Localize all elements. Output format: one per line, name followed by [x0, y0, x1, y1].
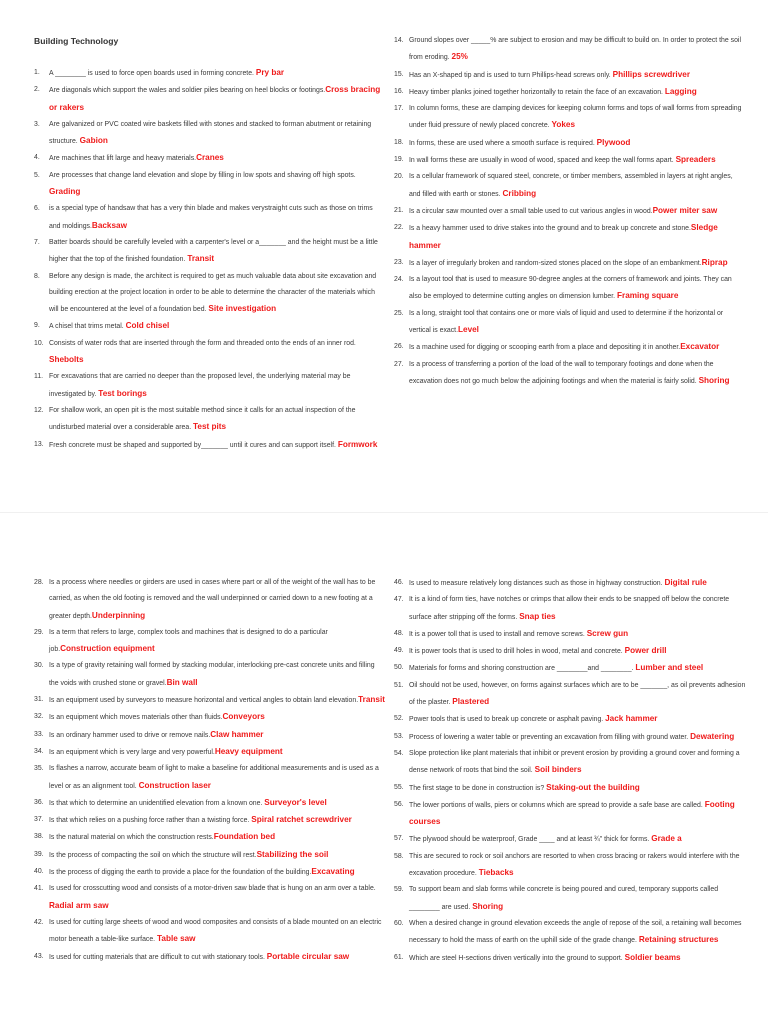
answer-text: Phillips screwdriver [612, 69, 691, 79]
question-item [34, 403, 386, 437]
answer-text: Site investigation [208, 304, 277, 314]
question-number: 22. [394, 224, 404, 232]
answer-text: Cold chisel [125, 321, 170, 331]
question-text: Consists of water rods that are inserted through the form and threaded onto the ends of an inner rod. [49, 339, 356, 347]
question-text: This are secured to rock or soil anchors are resorted to when cross bracing or rakers would interfere with the excavation procedure. [409, 852, 740, 878]
question-item [34, 847, 386, 864]
question-text: Are galvanized or PVC coated wire baskets filled with stones and stacked to forman abutment or retaining structure. [49, 120, 372, 146]
question-number: 20. [394, 173, 404, 181]
question-text: Is that which to determine an unidentified elevation from a known one. [49, 799, 265, 807]
question-text: Is the process of digging the earth to provide a place for the foundation of the building. [49, 869, 312, 877]
question-number: 43. [34, 952, 44, 960]
question-number: 36. [34, 798, 44, 806]
page-divider [0, 512, 768, 513]
question-item [394, 152, 746, 169]
answer-text: Pry bar [255, 68, 285, 77]
question-number: 11. [34, 373, 44, 381]
question-item [394, 916, 746, 950]
question-item [394, 849, 746, 883]
question-text: When a desired change in ground elevation exceeds the angle of repose of the soil, a retaining wall becomes necessary to hold the mass of earth on the uphill side of the grade change. [409, 919, 742, 945]
question-text: Heavy timber planks joined together horizontally to retain the face of an excavation. [409, 88, 665, 96]
question-text: For shallow work, an open pit is the most suitable method since it calls for an actual inspection of the undisturbed material over a considerable area. [49, 406, 356, 432]
question-number: 17. [394, 105, 404, 113]
answer-text: Lagging [664, 86, 697, 96]
question-text: Is a cellular framework of squared steel, concrete, or timber members, assembled in layers at right angles, and filled with earth or stones. [409, 173, 733, 198]
question-number: 25. [394, 309, 404, 317]
question-item [34, 625, 386, 659]
question-text: Is used for crosscutting wood and consists of a motor-driven saw blade that is hung on an arm over a table. [49, 885, 376, 893]
question-item [394, 780, 746, 797]
answer-text: Underpinning [91, 610, 146, 620]
question-item [394, 797, 746, 832]
question-text: Fresh concrete must be shaped and supported by_______ until it cures and can support itself. [49, 441, 338, 449]
question-number: 26. [394, 343, 404, 351]
question-item [394, 831, 746, 848]
answer-text: Claw hammer [210, 729, 264, 739]
question-item [394, 339, 746, 356]
question-text: In column forms, these are clamping devices for keeping column forms and tops of wall forms from spreading under fluid pressure of newly placed concrete. [409, 105, 742, 130]
question-number: 40. [34, 868, 44, 876]
question-item [394, 135, 746, 152]
answer-text: Table saw [157, 934, 196, 944]
question-number: 30. [34, 662, 44, 670]
answer-text: Cross bracing or rakers [49, 85, 381, 112]
question-text: Is a circular saw mounted over a small table used to cut various angles in wood. [409, 207, 653, 215]
question-item [34, 117, 386, 151]
question-item [394, 678, 746, 712]
answer-text: Soil binders [534, 765, 582, 775]
question-text: Before any design is made, the architect is required to get as much valuable data about site excavation and building erection at the project location in order to be able to determine the character of the materials which will be encountered at the level of a foundation bed. [49, 272, 377, 314]
answer-text: Snap ties [519, 611, 556, 621]
question-number: 52. [394, 715, 404, 723]
question-number: 61. [394, 953, 404, 961]
question-text: Is used to measure relatively long distances such as those in highway construction. [409, 580, 665, 587]
question-number: 38. [34, 833, 44, 841]
question-number: 48. [394, 629, 404, 637]
answer-text: Level [458, 325, 479, 335]
question-item [394, 220, 746, 255]
question-text: A ________ is used to force open boards used in forming concrete. [49, 70, 256, 77]
question-item [34, 269, 386, 319]
question-item [34, 812, 386, 829]
question-number: 34. [34, 747, 44, 755]
answer-text: Digital rule [664, 578, 707, 587]
answer-text: Excavator [680, 342, 720, 352]
question-text: Is a process where needles or girders are used in cases where part or all of the weight of the wall has to be carried, as when the old footing is removed and the wall underpinned or carried down to a new footing at a greater depth. [49, 579, 376, 620]
question-item [394, 203, 746, 220]
question-text: Is that which relies on a pushing force rather than a twisting force. [49, 817, 252, 825]
question-text: Oil should not be used, however, on forms against surfaces which are to be _______, as oil prevents adhesion of the plaster. [409, 681, 746, 707]
question-text: Is a term that refers to large, complex tools and machines that is designed to do a particular job. [49, 628, 328, 654]
answer-text: Portable circular saw [266, 951, 350, 961]
answer-text: Riprap [701, 257, 728, 267]
question-number: 5. [34, 171, 40, 179]
answer-text: Conveyors [222, 712, 265, 722]
question-text: Is a long, straight tool that contains one or more vials of liquid and used to determine if the horizontal or vertical is exact. [409, 309, 724, 335]
question-item [394, 592, 746, 626]
answer-text: Backsaw [91, 220, 127, 230]
question-item [394, 575, 746, 592]
question-item [394, 169, 746, 203]
question-text: Is an equipment which is very large and very powerful. [49, 748, 215, 756]
question-number: 31. [34, 696, 44, 704]
question-item [34, 318, 386, 335]
answer-text: Test pits [193, 422, 227, 432]
question-number: 50. [394, 664, 404, 672]
question-number: 21. [394, 206, 404, 214]
question-item [394, 84, 746, 101]
question-text: A chisel that trims metal. [49, 323, 126, 331]
answer-text: Framing square [617, 291, 679, 301]
question-number: 57. [394, 835, 404, 843]
question-number: 9. [34, 322, 40, 330]
answer-text: Lumber and steel [635, 663, 704, 673]
question-number: 4. [34, 154, 40, 162]
question-text: In forms, these are used where a smooth surface is required. [409, 139, 597, 147]
question-text: It is a power toll that is used to install and remove screws. [409, 630, 587, 638]
question-item [394, 357, 746, 391]
question-text: Is the process of compacting the soil on which the structure will rest. [49, 851, 257, 859]
answer-text: Power drill [624, 646, 667, 656]
question-text: Is an equipment used by surveyors to measure horizontal and vertical angles to obtain land elevation. [49, 697, 359, 705]
question-number: 16. [394, 87, 404, 95]
question-number: 59. [394, 886, 404, 894]
question-text: Power tools that is used to break up concrete or asphalt paving. [409, 716, 606, 724]
question-text: Are machines that lift large and heavy materials. [49, 155, 197, 163]
question-text: Is used for cutting large sheets of wood and wood composites and consists of a blade mounted on an electric motor beneath a table-like surface. [49, 918, 382, 944]
question-item [34, 82, 386, 117]
question-item [34, 795, 386, 812]
answer-text: Transit [358, 695, 385, 705]
question-text: It is power tools that is used to drill holes in wood, metal and concrete. [409, 648, 625, 656]
answer-text: Formwork [337, 439, 378, 449]
answer-text: Staking-out the building [546, 782, 640, 792]
question-item [34, 150, 386, 167]
answer-text: Footing courses [409, 799, 735, 827]
question-item [34, 829, 386, 846]
questions-column-1 [34, 65, 386, 454]
answer-text: Surveyor's level [264, 797, 327, 807]
answer-text: Plastered [452, 697, 490, 707]
question-number: 29. [34, 628, 44, 636]
question-item [34, 692, 386, 709]
question-number: 1. [34, 69, 40, 76]
question-text: It is a kind of form ties, have notches or crimps that allow their ends to be snapped off below the concrete surface after stripping off the forms. [409, 596, 730, 621]
answer-text: Shebolts [49, 355, 84, 365]
question-text: Is flashes a narrow, accurate beam of light to make a baseline for additional measurements and is used as a level or as an alignment tool. [49, 765, 379, 790]
question-number: 19. [394, 156, 404, 164]
question-item [394, 626, 746, 643]
question-text: For excavations that are carried no deeper than the proposed level, the underlying material may be investigated by. [49, 373, 351, 398]
questions-column-2 [394, 33, 746, 390]
question-number: 15. [394, 70, 404, 78]
answer-text: Soldier beams [624, 952, 681, 962]
question-item [394, 660, 746, 677]
question-number: 14. [394, 37, 404, 44]
answer-text: Spiral ratchet screwdriver [251, 815, 352, 825]
question-text: Is the natural material on which the construction rests. [49, 834, 214, 842]
question-number: 56. [394, 800, 404, 808]
answer-text: Plywood [596, 137, 631, 147]
question-item [34, 369, 386, 403]
question-text: Is an ordinary hammer used to drive or remove nails. [49, 731, 211, 739]
question-text: Slope protection like plant materials that inhibit or prevent erosion by providing a ground cover and forming a dense network of roots that bind the soil. [409, 749, 740, 775]
question-text: Are diagonals which support the wales and soldier piles bearing on heel blocks or footings. [49, 87, 326, 95]
question-number: 51. [394, 681, 404, 689]
question-number: 58. [394, 852, 404, 860]
question-text: Is a machine used for digging or scooping earth from a place and depositing it in another. [409, 344, 681, 352]
answer-text: Excavating [311, 867, 355, 877]
answer-text: Grade a [651, 834, 682, 844]
answer-text: Retaining structures [638, 935, 719, 945]
answer-text: 25% [451, 52, 468, 62]
question-number: 8. [34, 272, 40, 280]
question-item [394, 711, 746, 728]
answer-text: Tiebacks [478, 868, 514, 878]
question-item [34, 761, 386, 795]
question-item [34, 709, 386, 726]
answer-text: Heavy equipment [214, 746, 283, 756]
questions-column-4 [394, 575, 746, 967]
question-number: 6. [34, 205, 40, 213]
question-item [394, 255, 746, 272]
question-item [394, 306, 746, 340]
question-number: 35. [34, 765, 44, 773]
question-number: 39. [34, 850, 44, 858]
question-number: 33. [34, 730, 44, 738]
question-number: 42. [34, 918, 44, 926]
answer-text: Shoring [472, 901, 504, 911]
answer-text: Cribbing [502, 188, 537, 198]
question-text: Is a layer of irregularly broken and random-sized stones placed on the slope of an embankment. [409, 259, 702, 267]
question-item [34, 915, 386, 949]
question-item [34, 658, 386, 692]
answer-text: Test borings [98, 388, 147, 398]
question-number: 3. [34, 120, 40, 128]
question-number: 41. [34, 885, 44, 893]
question-text: Materials for forms and shoring construction are ________and ________. [409, 665, 636, 673]
question-item [34, 437, 386, 454]
answer-text: Construction equipment [60, 644, 155, 654]
question-item [394, 643, 746, 660]
question-item [34, 65, 386, 82]
question-item [34, 864, 386, 881]
question-text: Is a type of gravity retaining wall formed by stacking modular, interlocking pre-cast concrete units and filling the voids with crushed stone or gravel. [49, 662, 375, 687]
question-item [34, 744, 386, 761]
questions-column-3 [34, 575, 386, 966]
question-text: The plywood should be waterproof, Grade ____ and at least ¾" thick for forms. [409, 836, 652, 844]
question-number: 18. [394, 138, 404, 146]
question-number: 37. [34, 816, 44, 824]
question-item [394, 746, 746, 780]
question-item [34, 168, 386, 202]
question-number: 23. [394, 258, 404, 266]
question-item [394, 729, 746, 746]
question-number: 46. [394, 579, 404, 586]
document-title: Building Technology [34, 36, 119, 46]
question-text: Is an equipment which moves materials other than fluids. [49, 714, 223, 722]
answer-text: Spreaders [675, 155, 716, 165]
question-number: 13. [34, 440, 44, 448]
question-item [34, 336, 386, 370]
question-text: Is a process of transferring a portion of the load of the wall to temporary footings and done when the excavation does not go much below the adjoining footings and when the material is fairly solid. [409, 360, 714, 385]
question-number: 10. [34, 339, 44, 347]
question-text: The lower portions of walls, piers or columns which are spread to provide a safe base are called. [409, 801, 705, 809]
question-number: 27. [394, 360, 404, 368]
question-number: 12. [34, 406, 44, 414]
question-text: Process of lowering a water table or preventing an excavation from filling with ground water. [409, 733, 691, 741]
answer-text: Sledge hammer [409, 223, 718, 250]
question-number: 54. [394, 749, 404, 757]
answer-text: Transit [187, 254, 215, 264]
question-item [394, 272, 746, 306]
question-text: The first stage to be done in construction is? [409, 784, 547, 792]
question-item [394, 950, 746, 967]
question-text: In wall forms these are usually in wood of wood, spaced and keep the wall forms apart. [409, 157, 676, 165]
question-number: 60. [394, 919, 404, 927]
answer-text: Shoring [698, 375, 730, 385]
question-text: Batter boards should be carefully leveled with a carpenter's level or a_______ and the height must be a little higher that the top of the finished foundation. [49, 238, 378, 264]
question-text: Are processes that change land elevation and slope by filling in low spots and shaving off high spots. [49, 171, 356, 179]
question-item [34, 881, 386, 915]
question-item [394, 101, 746, 135]
question-number: 7. [34, 238, 40, 246]
answer-text: Power miter saw [652, 205, 718, 215]
answer-text: Construction laser [138, 780, 211, 790]
answer-text: Dewatering [690, 731, 735, 741]
question-text: Is a heavy hammer used to drive stakes into the ground and to break up concrete and stone. [409, 225, 691, 233]
question-item [34, 949, 386, 966]
question-number: 28. [34, 579, 44, 586]
question-item [394, 67, 746, 84]
answer-text: Bin wall [166, 677, 198, 687]
answer-text: Screw gun [586, 628, 629, 638]
question-number: 55. [394, 783, 404, 791]
answer-text: Stabilizing the soil [256, 849, 329, 859]
question-number: 49. [394, 647, 404, 655]
question-number: 53. [394, 732, 404, 740]
question-item [34, 201, 386, 235]
question-text: Which are steel H-sections driven vertically into the ground to support. [409, 954, 625, 962]
answer-text: Radial arm saw [49, 900, 109, 910]
question-number: 2. [34, 86, 40, 94]
question-item [394, 33, 746, 67]
question-item [394, 882, 746, 916]
answer-text: Gabion [79, 136, 108, 146]
answer-text: Jack hammer [605, 714, 658, 724]
question-item [34, 235, 386, 269]
question-number: 32. [34, 713, 44, 721]
question-text: Is used for cutting materials that are difficult to cut with stationary tools. [49, 953, 267, 961]
answer-text: Foundation bed [213, 832, 276, 842]
question-text: Ground slopes over _____% are subject to erosion and may be difficult to build on. In order to protect the soil from eroding. [409, 37, 741, 62]
question-item [34, 727, 386, 744]
question-number: 47. [394, 596, 404, 604]
answer-text: Cranes [196, 153, 224, 163]
question-number: 24. [394, 276, 404, 284]
question-text: Has an X-shaped tip and is used to turn Phillips-head screws only. [409, 71, 613, 79]
question-item [34, 575, 386, 625]
answer-text: Grading [49, 187, 81, 197]
question-text: To support beam and slab forms while concrete is being poured and cured, temporary supports called ________ are used. [409, 886, 719, 911]
question-text: Is a layout tool that is used to measure 90-degree angles at the corners of framework and joints. They can also be employed to determine cutting angles on dimension lumber. [409, 276, 732, 301]
answer-text: Yokes [551, 120, 576, 130]
question-text: is a special type of handsaw that has a very thin blade and makes verystraight cuts such as those on trims and moldings. [49, 205, 373, 230]
